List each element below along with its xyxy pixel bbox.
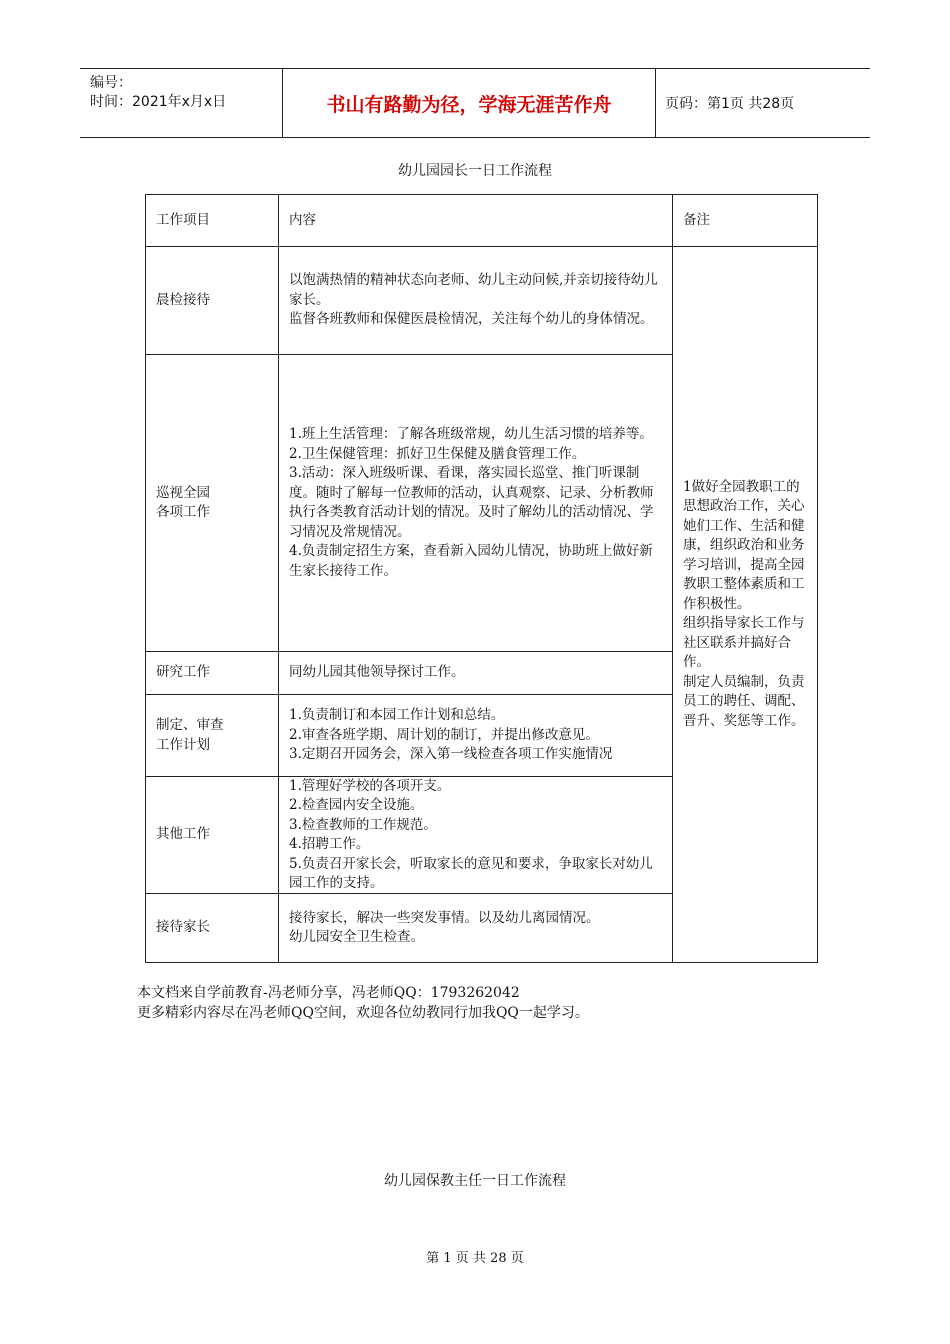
header-meta-cell: [80, 69, 282, 137]
source-note: 本文档来自学前教育-冯老师分享，冯老师QQ：1793262042: [137, 985, 520, 1001]
row-item-text: 接待家长: [156, 919, 210, 936]
column-header-note: [672, 194, 818, 247]
time-label: 时间：2021年x月x日: [90, 94, 227, 110]
table-row-content: [278, 246, 673, 355]
page-footer: 第 1 页 共 28 页: [426, 1251, 524, 1266]
row-content-text: 1.班上生活管理：了解各班级常规，幼儿生活习惯的培养等。 2.卫生保健管理：抓好卫生保健及膳食管理工作。 3.活动：深入班级听课、看课，落实园长巡堂、推门听课制度。随时了解每一位教师的活动，认真观察、记录、分析教师执行各类教育活动计划的情况。及时了解幼儿的活动情况、学习情况及常规情况。 4.负责制定招生方案，查看新入园幼儿情况，协助班上做好新生家长接待工作。: [289, 426, 654, 579]
row-item-text: 研究工作: [156, 664, 210, 681]
page-code-text: 页码：第1页 共28页: [665, 96, 795, 112]
column-header-content: [278, 194, 673, 247]
motto-cell: [282, 69, 656, 137]
document-title: 幼儿园园长一日工作流程: [398, 163, 552, 179]
next-section-title: 幼儿园保教主任一日工作流程: [384, 1173, 566, 1189]
row-content-text: 1.负责制订和本园工作计划和总结。 2.审查各班学期、周计划的制订，并提出修改意见。 3.定期召开园务会，深入第一线检查各项工作实施情况: [289, 707, 613, 763]
row-item-text: 其他工作: [156, 826, 210, 843]
number-label: 编号：: [90, 75, 132, 91]
note-text: 1做好全园教职工的思想政治工作，关心她们工作、生活和健康，组织政治和业务学习培训，提高全园教职工整体素质和工作积极性。 组织指导家长工作与社区联系并搞好合作。 制定人员编制，负责员工的聘任、调配、晋升、奖惩等工作。: [683, 478, 805, 729]
table-row-item: [145, 776, 279, 894]
table-row-item: [145, 246, 279, 355]
more-content-note: 更多精彩内容尽在冯老师QQ空间，欢迎各位幼教同行加我QQ一起学习。: [137, 1005, 589, 1021]
column-header-note-text: 备注: [683, 211, 710, 228]
table-note-cell: [672, 246, 818, 963]
table-row-content: [278, 694, 673, 777]
table-row-content: [278, 893, 673, 963]
motto-text: 书山有路勤为径，学海无涯苦作舟: [326, 93, 612, 116]
table-row-item: [145, 694, 279, 777]
table-row-item: [145, 651, 279, 695]
table-row-item: [145, 893, 279, 963]
row-content-text: 同幼儿园其他领导探讨工作。: [289, 664, 465, 681]
column-header-item: [145, 194, 279, 247]
row-item-text: 巡视全园 各项工作: [156, 484, 210, 520]
column-header-item-text: 工作项目: [156, 211, 210, 228]
table-row-item: [145, 354, 279, 652]
row-item-text: 晨检接待: [156, 291, 210, 308]
page-code-cell: [655, 69, 870, 137]
workflow-table: [145, 194, 818, 963]
row-content-text: 1.管理好学校的各项开支。 2.检查园内安全设施。 3.检查教师的工作规范。 4.招聘工作。 5.负责召开家长会，听取家长的意见和要求，争取家长对幼儿园工作的支持。: [289, 777, 653, 891]
row-item-text: 制定、审查 工作计划: [156, 717, 224, 753]
table-row-content: [278, 651, 673, 695]
document-header: [80, 68, 870, 138]
table-row-content: [278, 776, 673, 894]
column-header-content-text: 内容: [289, 211, 316, 228]
row-content-text: 接待家长，解决一些突发事情。以及幼儿离园情况。 幼儿园安全卫生检查。: [289, 909, 600, 945]
table-row-content: [278, 354, 673, 652]
row-content-text: 以饱满热情的精神状态向老师、幼儿主动问候,并亲切接待幼儿家长。 监督各班教师和保健医晨检情况，关注每个幼儿的身体情况。: [289, 272, 658, 328]
